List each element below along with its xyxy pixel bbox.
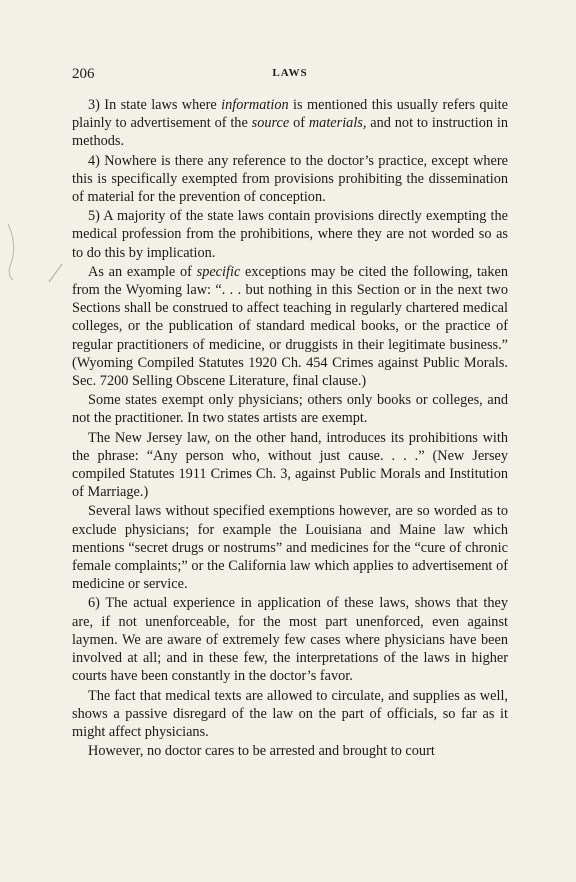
italic-phrase: information (221, 97, 289, 113)
paragraph-medical-texts (72, 687, 508, 742)
text-run: As an example of (88, 263, 197, 280)
page-header (72, 60, 508, 88)
paragraph-information (72, 96, 508, 151)
paragraph-several-laws (72, 502, 508, 593)
italic-phrase: materials, (308, 115, 367, 132)
paragraph-new-jersey (72, 429, 508, 502)
text-run: Several laws without specified exemptions however, are so worded as to exclude physicians; for example the Louisiana and Maine law which mentions “secret drugs or nostrums” and medicines for the “cure of chronic female complaints;” or the California law which applies to advertisement of medicine or service. (72, 503, 508, 593)
text-run: 5) A majority of the state laws contain provisions directly exempting the medical profession from the prohibitions, where they are not worded so as to do this by implication. (72, 208, 508, 261)
italic-phrase: specific (196, 263, 241, 280)
text-run: However, no doctor cares to be arrested and brought to court (88, 743, 435, 760)
margin-pencil-mark (4, 222, 18, 282)
text-run: 4) Nowhere is there any reference to the doctor’s practice, except where this is specifically exempted from provisions prohibiting the dissemination of material for the prevention of conception. (72, 152, 508, 206)
paragraph-doctors-practice (72, 152, 508, 207)
paragraph-however (72, 742, 508, 760)
text-run: Some states exempt only physicians; others only books or colleges, and not the practitioner. In two states artists are exempt. (72, 392, 508, 427)
paragraph-some-states (72, 391, 508, 427)
margin-pencil-tick (46, 262, 64, 284)
body-text (72, 96, 508, 760)
text-run: The New Jersey law, on the other hand, introduces its prohibitions with the phrase: “Any person who, without just cause. . . .” (New Jersey compiled Statutes 1911 Crimes Ch. 3, against Public Morals and Institution of Marriage.) (72, 429, 508, 501)
running-head: LAWS (272, 67, 308, 79)
paragraph-majority-exempting (72, 207, 508, 262)
book-page (72, 60, 508, 760)
text-run: of (289, 115, 309, 132)
page-number: 206 (72, 66, 95, 82)
italic-phrase: source (251, 115, 290, 132)
text-run: 6) The actual experience in application of these laws, shows that they are, if not unenforceable, for the most part unenforced, even against laymen. We are aware of extremely few cases where physicians have been involved at all; and in these few, the interpretations of the laws in higher courts have been constantly in the doctor’s favor. (72, 595, 508, 685)
paragraph-actual-experience (72, 594, 508, 685)
text-run: and not to instruction in methods. (72, 115, 508, 150)
text-run: exceptions may be cited the following, taken from the Wyoming law: “. . . but nothing in this Section or in the next two Sections shall be construed to affect teaching in regularly chartered medical colleges, or the publication of standard medical books, or the practice of regular practitioners of medicine, or druggists in their legitimate business.” (Wyoming Compiled Statutes 1920 Ch. 454 Crimes against Public Morals. Sec. 7200 Selling Obscene Literature, final clause.) (72, 263, 508, 390)
paragraph-wyoming-example (72, 263, 508, 390)
text-run: is mentioned this usually refers quite plainly to advertisement of the (72, 97, 508, 132)
text-run: The fact that medical texts are allowed to circulate, and supplies as well, shows a passive disregard of the law on the part of officials, so far as it might affect physicians. (72, 687, 508, 740)
text-run: 3) In state laws where (88, 97, 222, 113)
